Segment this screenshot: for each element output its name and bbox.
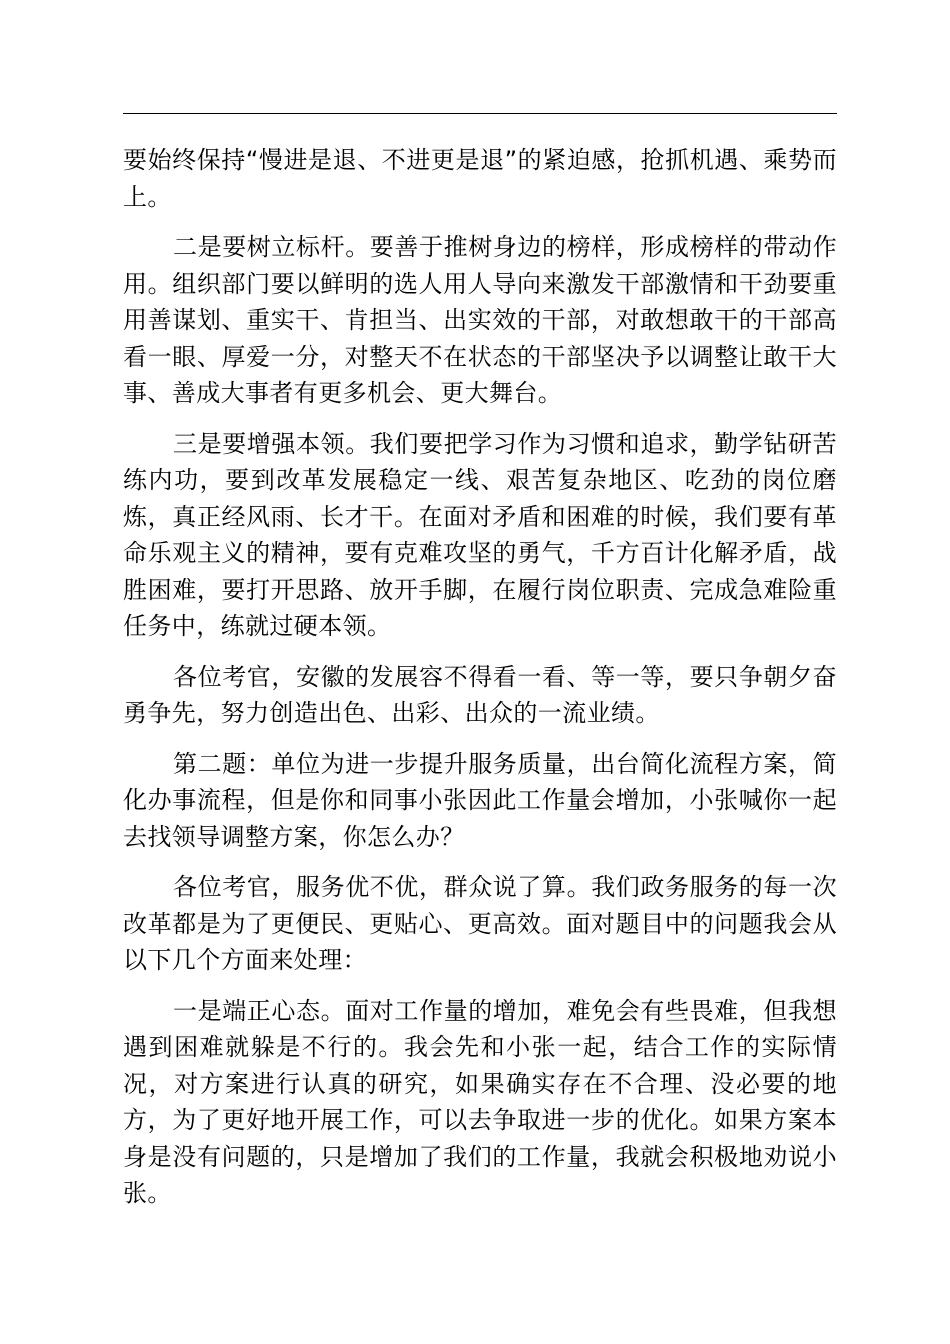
paragraph-3: 三是要增强本领。我们要把学习作为习惯和追求，勤学钻研苦练内功，要到改革发展稳定一线、艰苦复杂地区、吃劲的岗位磨炼，真正经风雨、长才干。在面对矛盾和困难的时候，我们要有革命乐观主义的精神，要有克难攻坚的勇气，千方百计化解矛盾，战胜困难，要打开思路、放开手脚，在履行岗位职责、完成急难险重任务中，练就过硬本领。 — [123, 429, 837, 640]
paragraph-5-question: 第二题：单位为进一步提升服务质量，出台简化流程方案，简化办事流程，但是你和同事小张因此工作量会增加，小张喊你一起去找领导调整方案，你怎么办？ — [123, 749, 837, 851]
paragraph-4: 各位考官，安徽的发展容不得看一看、等一等，要只争朝夕奋勇争先，努力创造出色、出彩、出众的一流业绩。 — [123, 662, 837, 727]
header-rule — [123, 113, 837, 114]
paragraph-7: 一是端正心态。面对工作量的增加，难免会有些畏难，但我想遇到困难就躲是不行的。我会先和小张一起，结合工作的实际情况，对方案进行认真的研究，如果确实存在不合理、没必要的地方，为了更好地开展工作，可以去争取进一步的优化。如果方案本身是没有问题的，只是增加了我们的工作量，我就会积极地劝说小张。 — [123, 996, 837, 1207]
document-body — [123, 142, 837, 1226]
paragraph-6: 各位考官，服务优不优，群众说了算。我们政务服务的每一次改革都是为了更便民、更贴心、更高效。面对题目中的问题我会从以下几个方面来处理： — [123, 873, 837, 974]
paragraph-1: 要始终保持“慢进是退、不进更是退”的紧迫感，抢抓机遇、乘势而上。 — [123, 146, 837, 211]
paragraph-2: 二是要树立标杆。要善于推树身边的榜样，形成榜样的带动作用。组织部门要以鲜明的选人用人导向来激发干部激情和干劲要重用善谋划、重实干、肯担当、出实效的干部，对敢想敢干的干部高看一眼、厚爱一分，对整天不在状态的干部坚决予以调整让敢干大事、善成大事者有更多机会、更大舞台。 — [123, 233, 837, 407]
